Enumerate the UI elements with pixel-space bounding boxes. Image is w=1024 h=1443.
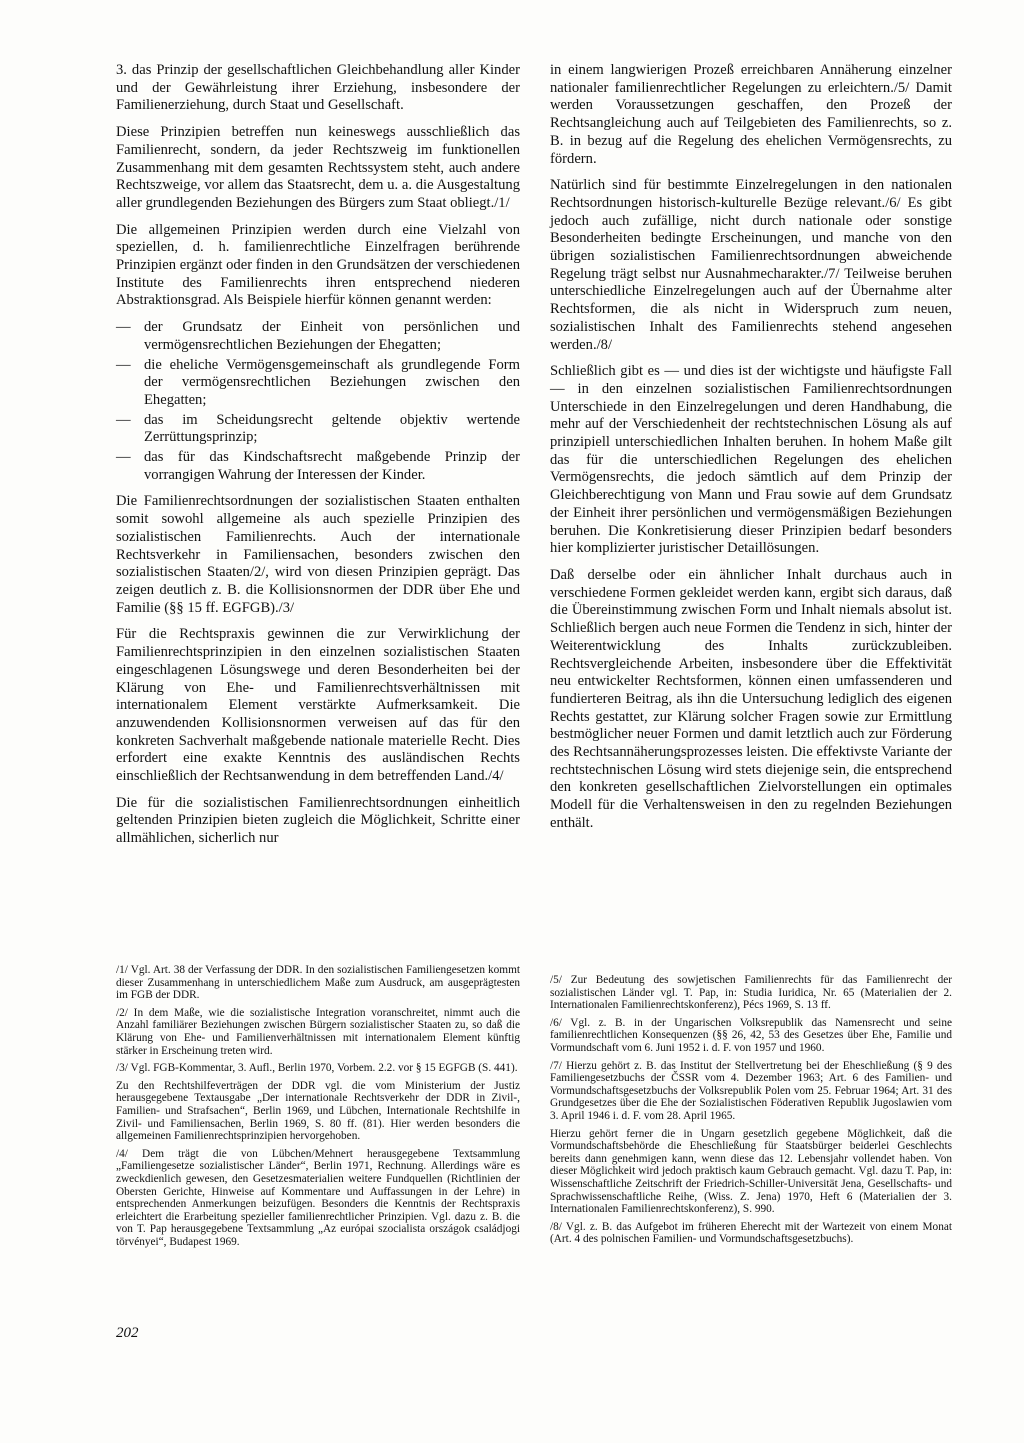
list-item: — das im Scheidungsrecht geltende objektiv wertende Zerrüttungsprinzip; (116, 412, 520, 447)
paragraph: Die Familienrechtsordnungen der sozialistischen Staaten enthalten somit sowohl allgemeine als auch spezielle Prinzipien des sozialistischen Familienrechts. Auch der internationale Rechtsverkehr in Familiensachen, besonders zwischen den sozialistischen Staaten/2/, wird von diesen Prinzipien geprägt. Das zeigen deutlich z. B. die Kollisionsnormen der DDR über Ehe und Familie (§§ 15 ff. EGFGB)./3/ (116, 493, 520, 616)
paragraph: Für die Rechtspraxis gewinnen die zur Verwirklichung der Familienrechtsprinzipien in den einzelnen sozialistischen Staaten eingeschlagenen Lösungswege und deren Besonderheiten bei der Klärung von Ehe- und Familienrechtsverhältnissen mit internationalem Element verstärkte Aufmerksamkeit. Die anzuwendenden Kollisionsnormen verweisen auf das für den konkreten Sachverhalt maßgebende nationale materielle Recht. Dies erfordert eine exakte Kenntnis des ausländischen Rechts einschließlich der Rechtsanwendung in dem betreffenden Land./4/ (116, 626, 520, 785)
principles-list (116, 319, 520, 484)
footnote: /3/ Vgl. FGB-Kommentar, 3. Aufl., Berlin 1970, Vorbem. 2.2. vor § 15 EGFGB (S. 441). (116, 1062, 518, 1075)
paragraph: Natürlich sind für bestimmte Einzelregelungen in den nationalen Rechtsordnungen historisch-kulturelle Bezüge relevant./6/ Es gibt jedoch auch zufällige, nicht durch nationale oder sonstige Besonderheiten bedingte Erscheinungen, und manche von den übrigen sozialistischen Familienrechtsordnungen abweichende Regelung trägt selbst nur Ausnahmecharakter./7/ Teilweise beruhen unterschiedliche Einzelregelungen auch auf der Übernahme alter Rechtsformen, die als nicht in Widerspruch zum neuen, sozialistischen Inhalt des Familienrechts stehend angesehen werden./8/ (550, 177, 952, 353)
right-text-column (550, 62, 952, 842)
footnote: /7/ Hierzu gehört z. B. das Institut der Stellvertretung bei der Eheschließung (§ 9 des Familiengesetzbuchs der ČSSR vom 4. Dezember 1963; Art. 6 des Familien- und Vormundschaftsgesetzbuchs der Volksrepublik Polen vom 25. Februar 1964; Art. 31 des Grundgesetzes über die Ehe der Sozialistischen Föderativen Republik Jugoslawien vom 3. April 1946 i. d. F. vom 28. April 1965. (550, 1059, 952, 1122)
footnote: /8/ Vgl. z. B. das Aufgebot im früheren Eherecht mit der Wartezeit von einem Monat (Art. 4 des polnischen Familien- und Vormundschaftsgesetzbuchs). (550, 1220, 952, 1246)
footnote: /1/ Vgl. Art. 38 der Verfassung der DDR. In den sozialistischen Familiengesetzen kommt dieser Zusammenhang in unterschiedlichem Maße zum Ausdruck, am ausgeprägtesten im FGB der DDR. (116, 964, 520, 1002)
paragraph: 3. das Prinzip der gesellschaftlichen Gleichbehandlung aller Kinder und der Gewährleistung ihrer Erziehung, insbesondere der Familienerziehung, durch Staat und Gesellschaft. (116, 62, 520, 114)
footnote: Hierzu gehört ferner die in Ungarn gesetzlich gegebene Möglichkeit, daß die Vormundschaftsbehörde die Eheschließung für Staatsbürger beiderlei Geschlechts bereits dann genehmigen kann, wenn diese das 12. Lebensjahr vollendet haben. Von dieser Möglichkeit wird jedoch praktisch kaum Gebrauch gemacht. Vgl. dazu T. Pap, in: Wissenschaftliche Zeitschrift der Friedrich-Schiller-Universität Jena, Gesellschafts- und Sprachwissenschaftliche Reihe, (Wiss. Z. Jena) 1970, Heft 6 (Materialien der 3. Internationalen Familienrechtskonferenz), S. 990. (550, 1127, 952, 1216)
paragraph: Daß derselbe oder ein ähnlicher Inhalt durchaus auch in verschiedene Formen gekleidet werden kann, ergibt sich daraus, daß die Übereinstimmung zwischen Form und Inhalt niemals absolut ist. Schließlich bergen auch neue Formen die Tendenz in sich, hinter der Weiterentwicklung des Inhalts zurückzubleiben. Rechtsvergleichende Arbeiten, insbesondere über die Effektivität neu entwickelter Rechtsformen, können einen umfassenderen und fundierteren Beitrag, als ihn die Untersuchung lediglich des eigenen Rechts gestattet, zur Klärung solcher Fragen sowie zur Ermittlung bestmöglicher neuer Formen und damit letztlich auch zur Förderung des Rechtsannäherungsprozesses leisten. Die effektivste Variante der rechtstechnischen Lösung wird stets diejenige sein, die entsprechend den konkreten gesellschaftlichen Zielvorstellungen ein optimales Modell für die Verhaltensweisen in den zu regelnden Beziehungen enthält. (550, 566, 952, 831)
list-item: — das für das Kindschaftsrecht maßgebende Prinzip der vorrangigen Wahrung der Interessen der Kinder. (116, 449, 520, 484)
footnote: /4/ Dem trägt die von Lübchen/Mehnert herausgegebene Textsammlung „Familiengesetze sozialistischer Länder“, Berlin 1971, Rechnung. Allerdings wäre es zweckdienlich gewesen, den Gesetzesmaterialien weitere Fundquellen (Richtlinien der Obersten Gerichte, Hinweise auf Kommentare und Auffassungen in der Lehre) in entsprechenden Anmerkungen beizufügen. Besonders die Kenntnis der Rechtspraxis erleichtert die Erarbeitung spezieller familienrechtlicher Prinzipien. Vgl. dazu z. B. die von T. Pap herausgegebene Textsammlung „Az európai szocialista országok családjogi törvényei“, Budapest 1969. (116, 1147, 520, 1248)
list-item: — der Grundsatz der Einheit von persönlichen und vermögensrechtlichen Beziehungen der Ehegatten; (116, 319, 520, 354)
paragraph: Die für die sozialistischen Familienrechtsordnungen einheitlich geltenden Prinzipien bieten zugleich die Möglichkeit, Schritte einer allmählichen, sicherlich nur (116, 794, 520, 847)
footnotes-right (550, 974, 952, 1251)
footnote: /2/ In dem Maße, wie die sozialistische Integration voranschreitet, nimmt auch die Anzahl familiärer Beziehungen zwischen Bürgern sozialistischer Staaten zu, so daß die Klärung von Ehe- und Familienverhältnissen mit internationalem Element künftig stärker in Erscheinung treten wird. (116, 1006, 520, 1057)
paragraph: Diese Prinzipien betreffen nun keineswegs ausschließlich das Familienrecht, sondern, da jeder Rechtszweig im funktionellen Zusammenhang mit dem gesamten Rechtssystem steht, auch andere Rechtszweige, vor allem das Staatsrecht, dem u. a. die Ausgestaltung aller grundlegenden Beziehungen des Bürgers zum Staat obliegt./1/ (116, 124, 520, 211)
paragraph: in einem langwierigen Prozeß erreichbaren Annäherung einzelner nationaler familienrechtlicher Regelungen zu erleichtern./5/ Damit werden Voraussetzungen geschaffen, den Prozeß der Rechtsangleichung auch auf Teilgebieten des Familienrechts, so z. B. in bezug auf die Regelung des ehelichen Vermögensrechts, zu fördern. (550, 62, 952, 167)
paragraph: Schließlich gibt es — und dies ist der wichtigste und häufigste Fall — in den einzelnen sozialistischen Familienrechtsordnungen Unterschiede in den Einzelregelungen und deren Handhabung, die mehr auf der Verschiedenheit der rechtstechnischen Lösung als auf prinzipiell unterschiedlichen Inhalten beruhen. In hohem Maße gilt das für die unterschiedlichen Regelungen des ehelichen Vermögensrechts, die jedoch sämtlich auf dem Prinzip der Gleichberechtigung von Mann und Frau sowie auf dem Grundsatz der Einheit ihrer persönlichen und vermögensmäßigen Beziehungen beruhen. Die Konkretisierung dieser Prinzipien bedarf besonders hier komplizierter juristischer Detaillösungen. (550, 363, 952, 557)
footnote: /6/ Vgl. z. B. in der Ungarischen Volksrepublik das Namensrecht und seine familienrechtlichen Konsequenzen (§§ 26, 42, 53 des Gesetzes über Ehe, Familie und Vormundschaft vom 6. Juni 1952 i. d. F. von 1957 und 1960. (550, 1016, 952, 1054)
page-number: 202 (116, 1325, 139, 1341)
footnote: Zu den Rechtshilfeverträgen der DDR vgl. die vom Ministerium der Justiz herausgegebene Textausgabe „Der internationale Rechtsverkehr der DDR in Zivil-, Familien- und Strafsachen“, Berlin 1969, und Lübchen, Internationale Rechtshilfe in Zivil- und Familiensachen, Berlin 1969, S. 80 ff. (81). Hier werden besonders die allgemeinen Familienrechtsprinzipien hervorgehoben. (116, 1079, 520, 1143)
footnote: /5/ Zur Bedeutung des sowjetischen Familienrechts für das Familienrecht der sozialistischen Länder vgl. T. Pap, in: Studia Iuridica, Nr. 65 (Materialien der 2. Internationalen Familienrechtskonferenz), Pécs 1969, S. 13 ff. (550, 974, 952, 1012)
footnotes-left (116, 964, 520, 1253)
paragraph: Die allgemeinen Prinzipien werden durch eine Vielzahl von speziellen, d. h. familienrechtliche Einzelfragen berührende Prinzipien ergänzt oder finden in den Grundsätzen der verschiedenen Institute des Familienrechts ihren entsprechend niederen Abstraktionsgrad. Als Beispiele hierfür können genannt werden: (116, 221, 520, 309)
left-text-column (116, 62, 520, 857)
list-item: — die eheliche Vermögensgemeinschaft als grundlegende Form der vermögensrechtlichen Beziehungen zwischen den Ehegatten; (116, 357, 520, 410)
